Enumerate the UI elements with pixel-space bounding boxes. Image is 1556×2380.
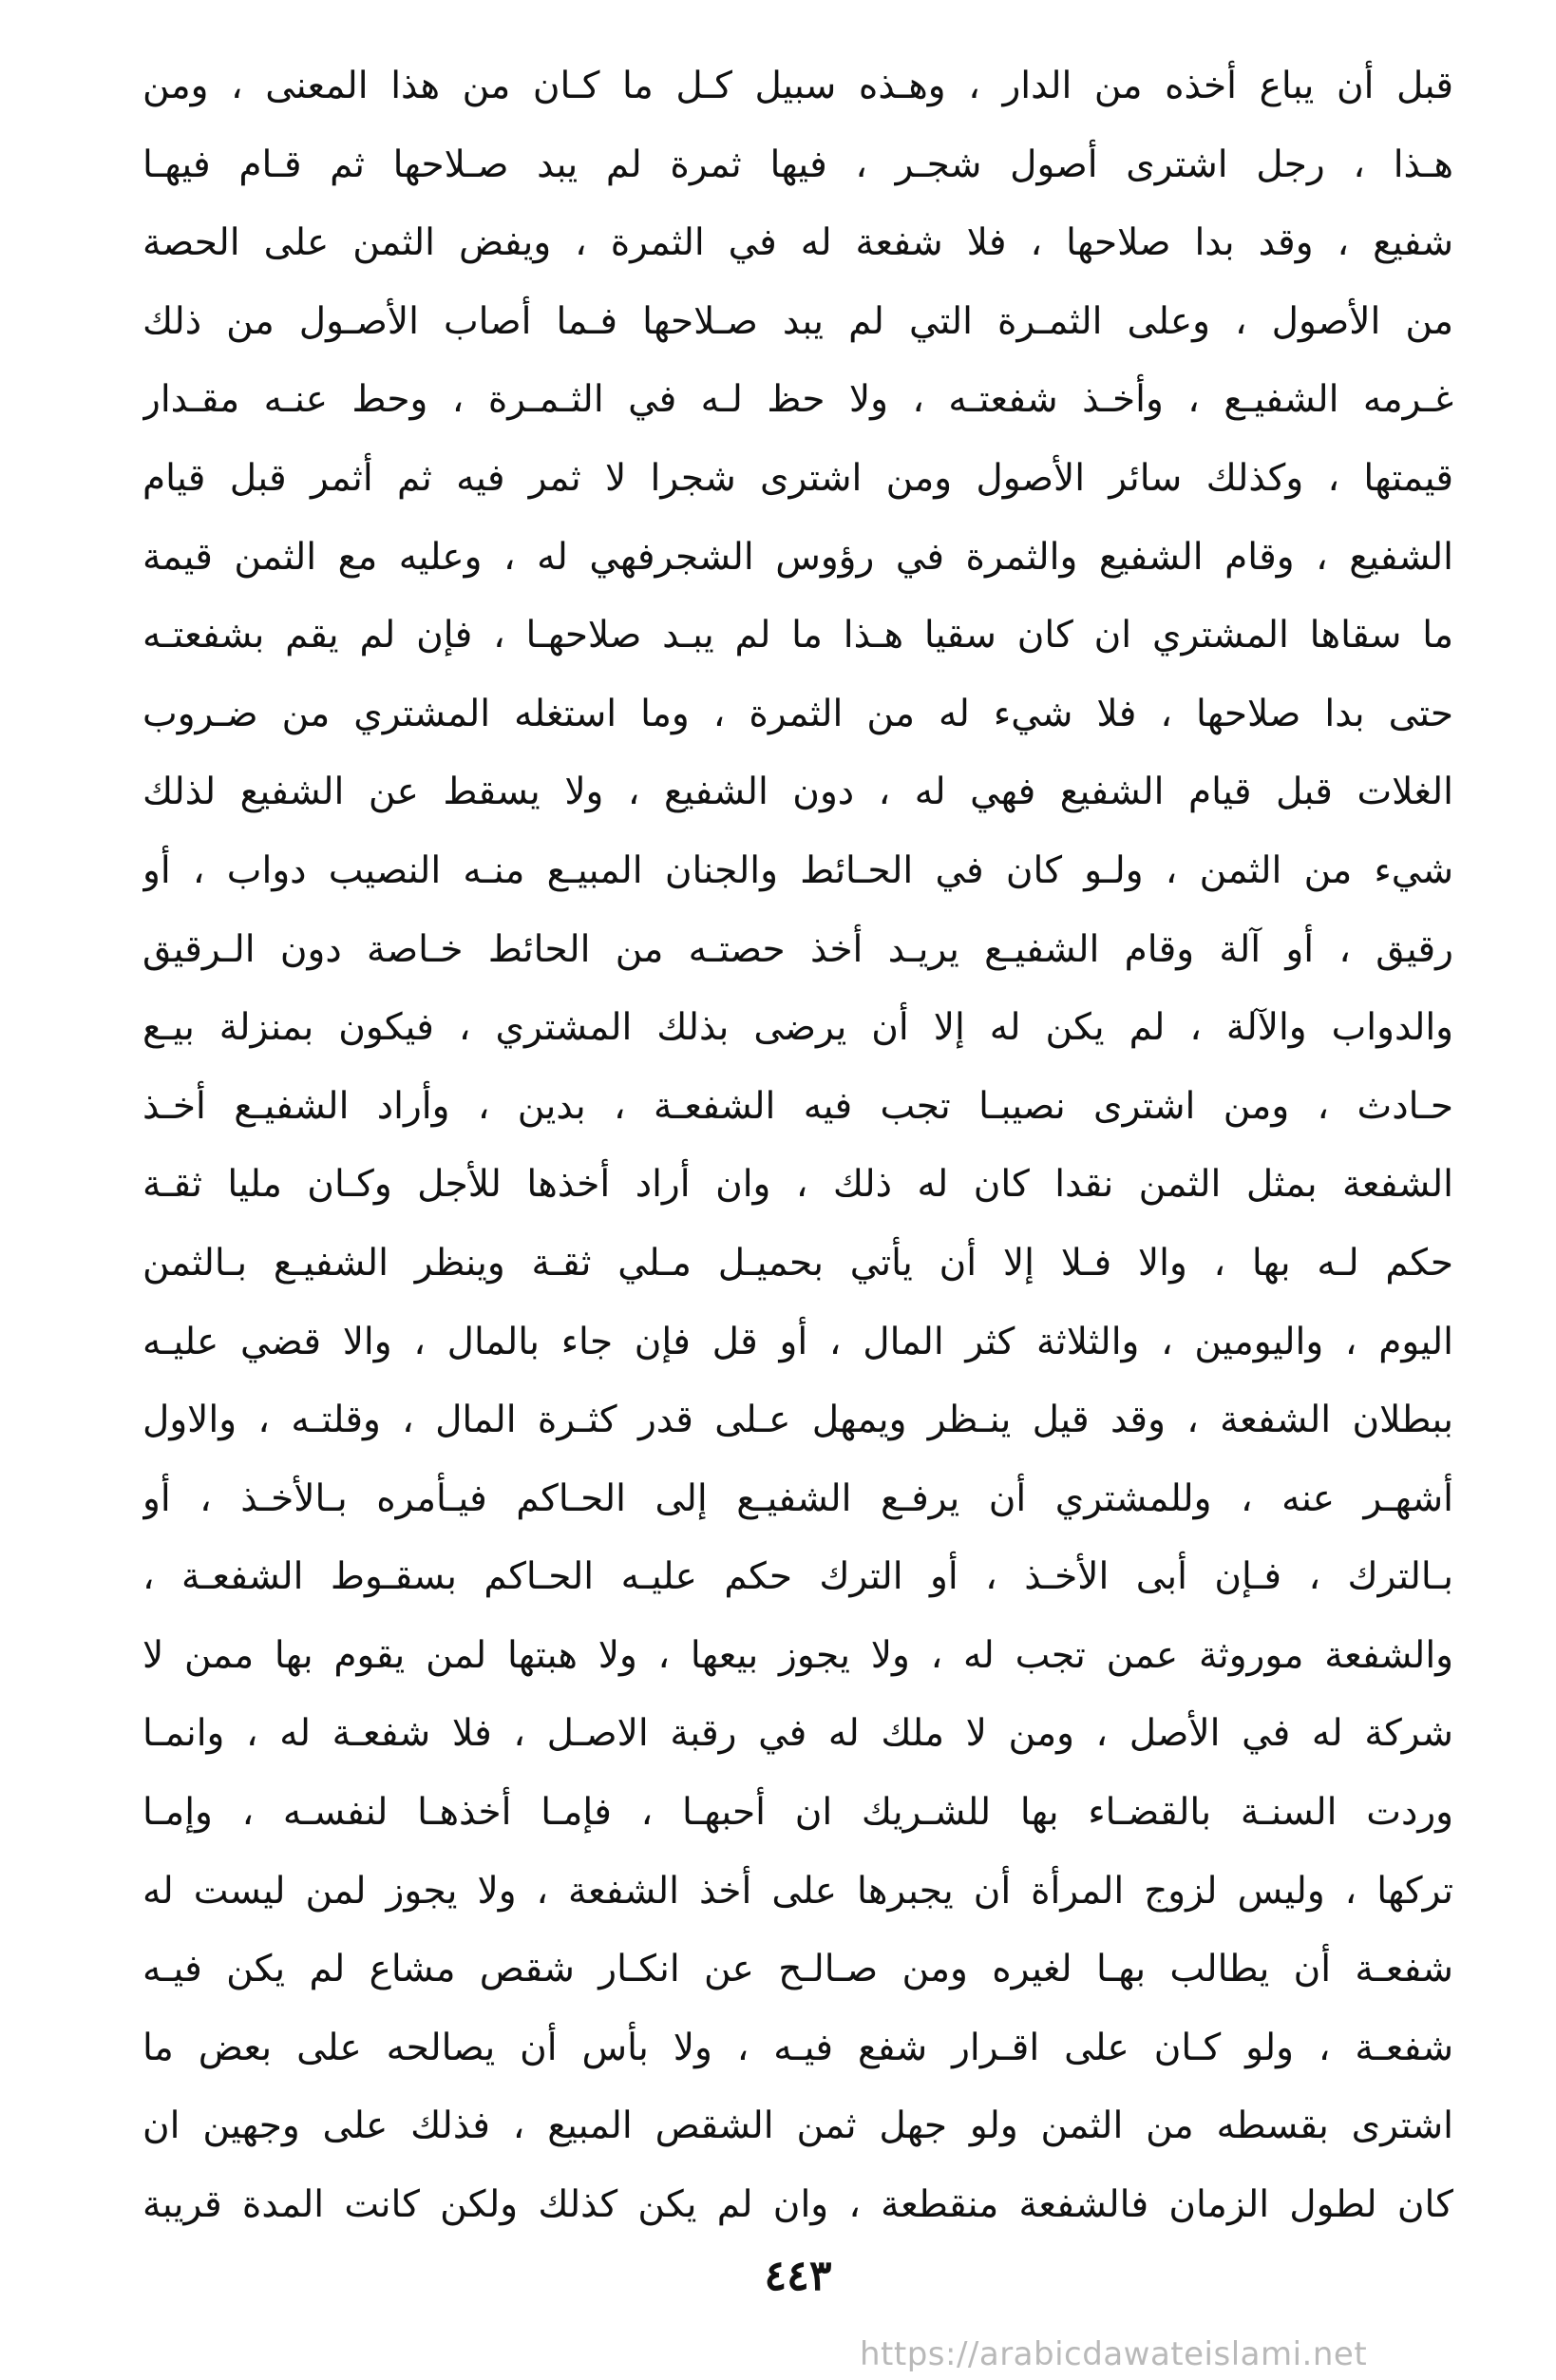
text-line: ما سقاها المشتري ان كان سقيا هـذا ما لم يبـد صلاحهـا ، فإن لم يقم بشفعتـه <box>142 614 1453 657</box>
text-line: حكم لـه بها ، والا فـلا إلا أن يأتي بحميـل مـلي ثقـة وينظر الشفيـع بـالثمن <box>142 1241 1453 1285</box>
text-line: شيء من الثمن ، ولـو كان في الحـائط والجنان المبيـع منـه النصيب دواب ، أو <box>142 848 1453 892</box>
text-line: الغلات قبل قيام الشفيع فهي له ، دون الشفيع ، ولا يسقط عن الشفيع لذلك <box>142 771 1453 814</box>
text-line: تركها ، وليس لزوج المرأة أن يجبرها على أخذ الشفعة ، ولا يجوز لمن ليست له <box>142 1869 1453 1913</box>
text-line: هـذا ، رجل اشترى أصول شجـر ، فيها ثمرة لم يبد صـلاحها ثم قـام فيهـا <box>142 143 1453 186</box>
text-line: حتى بدا صلاحها ، فلا شيء له من الثمرة ، وما استغله المشتري من ضـروب <box>142 692 1453 735</box>
text-line: والشفعة موروثة عمن تجب له ، ولا يجوز بيعها ، ولا هبتها لمن يقوم بها ممن لا <box>142 1633 1453 1677</box>
body-text <box>142 48 1453 2245</box>
text-line: رقيق ، أو آلة وقام الشفيـع يريـد أخذ حصتـه من الحائط خـاصة دون الـرقيق <box>142 927 1453 971</box>
text-line: وردت السنـة بالقضـاء بها للشـريك ان أحبهـا ، فإمـا أخذهـا لنفسـه ، وإمـا <box>142 1791 1453 1835</box>
text-line: قيمتها ، وكذلك سائر الأصول ومن اشترى شجرا لا ثمر فيه ثم أثمر قبل قيام <box>142 456 1453 500</box>
text-line: الشفيع ، وقام الشفيع والثمرة في رؤوس الشجرفهي له ، وعليه مع الثمن قيمة <box>142 535 1453 579</box>
text-line: حـادث ، ومن اشترى نصيبـا تجب فيه الشفعـة ، بدين ، وأراد الشفيـع أخـذ <box>142 1084 1453 1128</box>
text-line: والدواب والآلة ، لم يكن له إلا أن يرضى بذلك المشتري ، فيكون بمنزلة بيـع <box>142 1006 1453 1050</box>
text-line: من الأصول ، وعلى الثمـرة التي لم يبد صـلاحها فـما أصاب الأصـول من ذلك <box>142 299 1453 343</box>
text-line: شفيع ، وقد بدا صلاحها ، فلا شفعة له في الثمرة ، ويفض الثمن على الحصة <box>142 221 1453 265</box>
text-line: أشهـر عنه ، وللمشتري أن يرفـع الشفيـع إلى الحـاكم فيـأمره بـالأخـذ ، أو <box>142 1476 1453 1520</box>
text-line: اشترى بقسطه من الثمن ولو جهل ثمن الشقص المبيع ، فذلك على وجهين ان <box>142 2104 1453 2148</box>
page-number: ٤٤٣ <box>764 2252 832 2300</box>
watermark-url: https://arabicdawateislami.net <box>860 2335 1368 2373</box>
text-line: غـرمه الشفيـع ، وأخـذ شفعتـه ، ولا حظ لـه في الثـمـرة ، وحط عنـه مقـدار <box>142 378 1453 422</box>
text-line: شفعـة ، ولو كـان على اقـرار شفع فيـه ، ولا بأس أن يصالحه على بعض ما <box>142 2026 1453 2069</box>
text-line: بـالترك ، فـإن أبى الأخـذ ، أو الترك حكم عليـه الحـاكم بسقـوط الشفعـة ، <box>142 1555 1453 1599</box>
text-line: الشفعة بمثل الثمن نقدا كان له ذلك ، وان أراد أخذها للأجل وكـان مليا ثقـة <box>142 1163 1453 1207</box>
text-line: شفعـة أن يطالب بهـا لغيره ومن صـالـح عن انكـار شقص مشاع لم يكن فيـه <box>142 1948 1453 1991</box>
text-line: اليوم ، واليومين ، والثلاثة كثر المال ، أو قل فإن جاء بالمال ، والا قضي عليـه <box>142 1320 1453 1363</box>
text-line: قبل أن يباع أخذه من الدار ، وهـذه سبيل كـل ما كـان من هذا المعنى ، ومن <box>142 65 1453 107</box>
text-line: شركة له في الأصل ، ومن لا ملك له في رقبة الاصـل ، فلا شفعـة له ، وانمـا <box>142 1712 1453 1756</box>
text-line: ببطلان الشفعة ، وقد قيل ينـظر ويمهل عـلى قدر كثـرة المال ، وقلتـه ، والاول <box>142 1399 1453 1442</box>
text-line: كان لطول الزمان فالشفعة منقطعة ، وان لم يكن كذلك ولكن كانت المدة قريبة <box>142 2183 1453 2227</box>
